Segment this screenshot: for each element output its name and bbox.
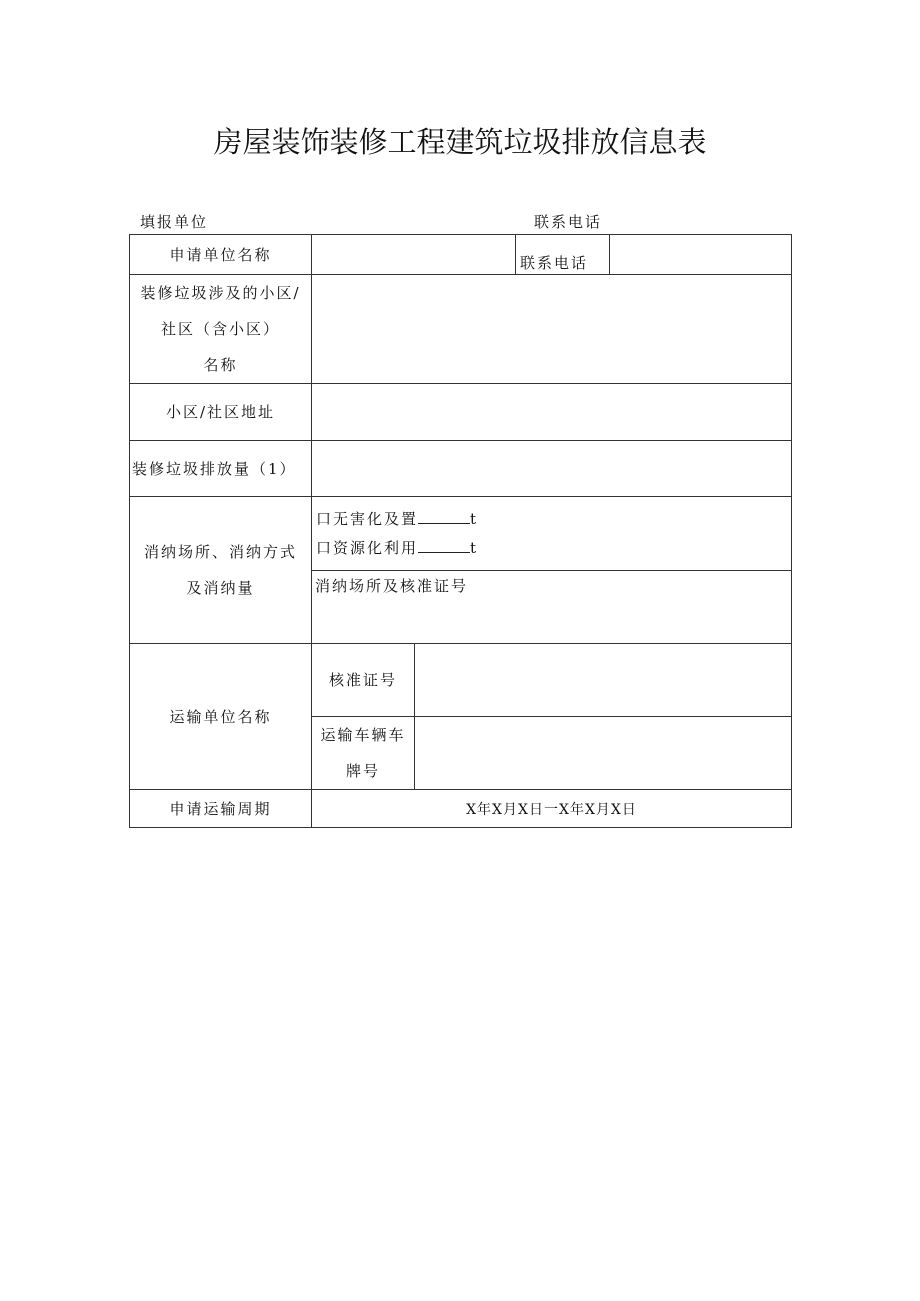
plate-label-line2: 牌号: [345, 762, 380, 780]
applicant-name-label: 申请单位名称: [130, 235, 312, 275]
transport-label: 运输单位名称: [130, 644, 312, 790]
amount-row: [130, 441, 792, 497]
permit-no-field[interactable]: [415, 644, 792, 717]
period-row: [130, 790, 792, 828]
disposal-options-cell: [312, 497, 792, 571]
recycle-option-label: 口资源化利用: [316, 538, 419, 557]
disposal-label-line2: 及消纳量: [186, 579, 255, 597]
harmless-option-label: 口无害化及置: [316, 509, 419, 528]
transport-row: [130, 644, 792, 717]
harmless-amount-blank[interactable]: [418, 508, 470, 524]
period-label: 申请运输周期: [130, 790, 312, 828]
recycle-option[interactable]: [312, 534, 791, 563]
permit-no-label: 核准证号: [312, 644, 415, 717]
applicant-row: [130, 235, 792, 275]
disposal-label-line1: 消纳场所、消纳方式: [143, 543, 297, 561]
amount-field[interactable]: [312, 441, 792, 497]
disposal-row: [130, 497, 792, 571]
plate-field[interactable]: [415, 717, 792, 790]
plate-label: [312, 717, 415, 790]
harmless-unit: t: [470, 509, 479, 528]
site-permit-cell[interactable]: [312, 571, 792, 644]
amount-label: 装修垃圾排放量（1）: [130, 441, 312, 497]
applicant-name-field[interactable]: [312, 235, 516, 275]
applicant-phone-field[interactable]: [610, 235, 792, 275]
community-label-line2: 社区（含小区）: [160, 320, 280, 338]
plate-label-line1: 运输车辆车: [320, 726, 406, 744]
disposal-label: [130, 497, 312, 644]
harmless-option[interactable]: [312, 505, 791, 534]
community-row: [130, 275, 792, 384]
page-title: 房屋装饰装修工程建筑垃圾排放信息表: [213, 125, 707, 159]
address-field[interactable]: [312, 384, 792, 441]
contact-phone-label: 联系电话: [534, 213, 603, 231]
community-label-line3: 名称: [203, 356, 238, 374]
community-label-line1: 装修垃圾涉及的小区/: [140, 284, 301, 302]
community-label: [130, 275, 312, 384]
period-field[interactable]: X年X月X日一X年X月X日: [312, 790, 792, 828]
recycle-amount-blank[interactable]: [418, 537, 470, 553]
applicant-phone-label: 联系电话: [516, 235, 610, 275]
address-row: [130, 384, 792, 441]
fill-unit-label: 填报单位: [140, 213, 209, 231]
community-field[interactable]: [312, 275, 792, 384]
site-permit-label: 消纳场所及核准证号: [315, 577, 469, 595]
info-form-table: [129, 234, 792, 828]
recycle-unit: t: [470, 538, 479, 557]
address-label: 小区/社区地址: [130, 384, 312, 441]
